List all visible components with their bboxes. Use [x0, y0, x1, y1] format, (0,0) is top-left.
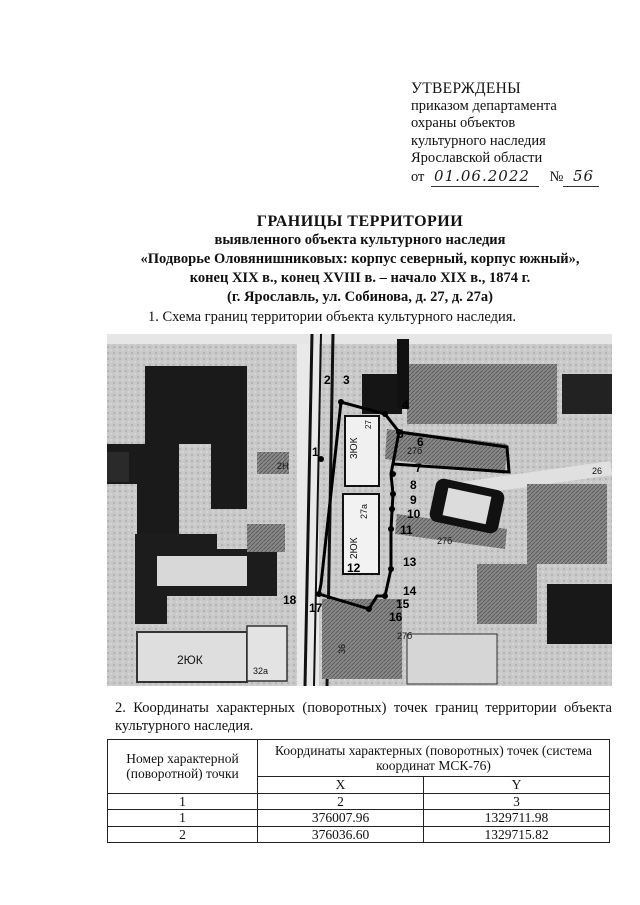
label-2n: 2Н [277, 461, 289, 471]
street-top [107, 334, 612, 344]
point-label-2: 2 [324, 373, 331, 387]
point-marker [389, 506, 395, 512]
point-marker [382, 411, 388, 417]
point-marker [390, 471, 396, 477]
approval-line-2: охраны объектов [411, 115, 516, 132]
label-36: 36 [337, 643, 347, 654]
approval-line-4: Ярославской области [411, 150, 543, 167]
block-right-mid [527, 484, 607, 564]
heading-line-3: «Подворье Оловянишниковых: корпус северный, корпус южный», [140, 251, 580, 267]
point-marker [318, 456, 324, 462]
header-x: X [258, 777, 424, 794]
approval-date-line [411, 168, 626, 190]
point-label-6: 6 [417, 435, 424, 449]
point-label-4: 4 [402, 398, 409, 412]
index-cell: 2 [258, 793, 424, 810]
point-label-16: 16 [389, 610, 403, 624]
approval-title: УТВЕРЖДЕНЫ [411, 80, 521, 97]
cell-point: 2 [108, 826, 258, 843]
coordinates-table [107, 739, 610, 843]
label-26: 26 [592, 466, 603, 476]
section-2-caption: 2. Координаты характерных (поворотных) точек границ территории объекта культурного наследия. [115, 700, 612, 734]
point-label-1: 1 [312, 445, 319, 459]
point-marker [382, 593, 388, 599]
index-cell: 3 [424, 793, 610, 810]
label-27b: 27б [437, 536, 453, 546]
approval-block [411, 80, 626, 190]
approval-line-3: культурного наследия [411, 132, 546, 149]
cell-y: 1329715.82 [424, 826, 610, 843]
table-row [108, 810, 610, 827]
point-marker [316, 591, 322, 597]
cell-y: 1329711.98 [424, 810, 610, 827]
heading-line-2: выявленного объекта культурного наследия [214, 232, 506, 248]
document-heading [80, 212, 640, 307]
building-top-right [562, 374, 612, 414]
point-marker [388, 566, 394, 572]
cell-x: 376007.96 [258, 810, 424, 827]
date-prefix: от [411, 168, 425, 185]
point-label-15: 15 [396, 597, 410, 611]
header-point-number: Номер характерной (поворотной) точки [108, 740, 258, 794]
point-label-17: 17 [309, 601, 323, 615]
point-label-11: 11 [400, 523, 413, 537]
handwritten-number: 56 [573, 166, 595, 185]
table-row [108, 826, 610, 843]
building-top-hatched [407, 364, 557, 424]
point-label-13: 13 [403, 555, 417, 569]
point-label-7: 7 [415, 461, 422, 475]
label-2juk-bottom: 2ЮК [177, 653, 203, 667]
index-cell: 1 [108, 793, 258, 810]
cell-x: 376036.60 [258, 826, 424, 843]
point-label-3: 3 [343, 373, 350, 387]
boundary-map [107, 334, 612, 686]
block-bottom-right [407, 634, 497, 684]
map-svg [107, 334, 612, 686]
block-left-mid [247, 524, 285, 552]
label-27b-2: 27б [407, 446, 423, 456]
point-label-5: 5 [397, 427, 404, 441]
label-32a: 32а [253, 666, 269, 676]
point-label-18: 18 [283, 593, 297, 607]
label-2juk: 2ЮК [349, 537, 360, 559]
heading-title: ГРАНИЦЫ ТЕРРИТОРИИ [256, 213, 464, 230]
point-marker [366, 606, 372, 612]
handwritten-date: 01.06.2022 [434, 166, 530, 185]
table-index-row [108, 793, 610, 810]
date-underline [431, 186, 539, 187]
point-label-9: 9 [410, 493, 417, 507]
header-y: Y [424, 777, 610, 794]
courtyard-lower-left [157, 556, 247, 586]
table-header-row [108, 740, 610, 777]
point-marker [388, 526, 394, 532]
label-27b-3: 27б [397, 631, 413, 641]
number-prefix: № [549, 168, 564, 185]
heading-line-5: (г. Ярославль, ул. Собинова, д. 27, д. 27а) [227, 289, 493, 305]
section-1-caption: 1. Схема границ территории объекта культурного наследия. [148, 309, 517, 325]
building-right-bottom [547, 584, 612, 644]
point-marker [390, 491, 396, 497]
approval-line-1: приказом департамента [411, 97, 557, 114]
point-label-10: 10 [407, 507, 421, 521]
heading-line-4: конец XIX в., конец XVIII в. – начало XIX в., 1874 г. [189, 270, 531, 286]
cell-point: 1 [108, 810, 258, 827]
point-label-8: 8 [410, 478, 417, 492]
label-27a: 27а [359, 503, 369, 519]
block-right-lower [477, 564, 537, 624]
header-coordinates: Координаты характерных (поворотных) точек (система координат МСК-76) [258, 740, 610, 777]
building-edge-left [107, 452, 129, 482]
label-27: 27 [364, 420, 373, 429]
number-underline [563, 186, 599, 187]
point-label-14: 14 [403, 584, 417, 598]
point-marker [338, 399, 344, 405]
label-3juk: 3ЮК [349, 437, 360, 459]
point-label-12: 12 [347, 561, 361, 575]
